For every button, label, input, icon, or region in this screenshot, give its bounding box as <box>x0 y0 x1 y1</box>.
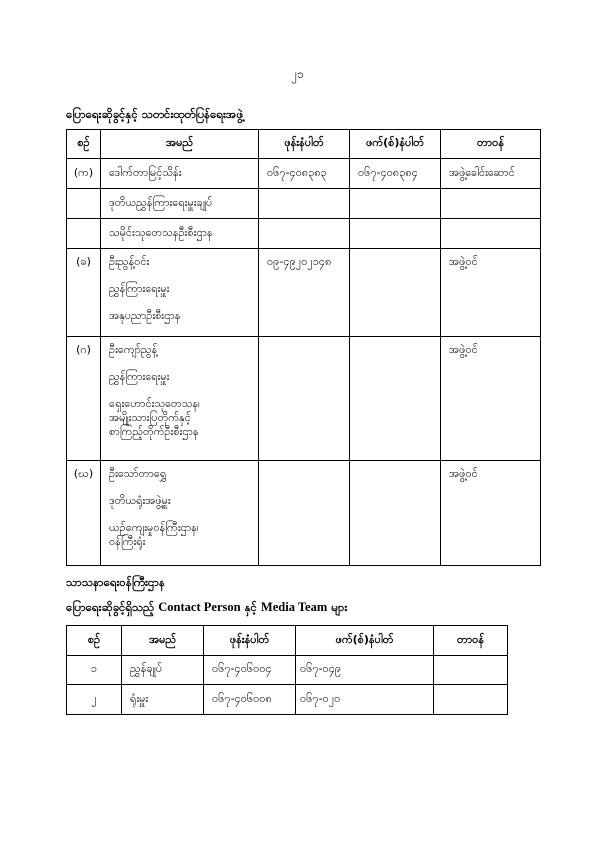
row-duty <box>434 685 508 715</box>
row-duty <box>441 189 541 219</box>
row-phone <box>259 219 350 249</box>
row-duty <box>434 656 508 685</box>
row-fax: ၀၆၇-၄၀၈၃၈၄ <box>350 159 441 189</box>
table-row <box>67 219 541 249</box>
row-no: (က) <box>67 159 101 189</box>
row-duty: အဖွဲ့ဝင် <box>441 461 541 566</box>
contact-person-table <box>66 625 508 715</box>
row-fax <box>350 461 441 566</box>
table-row <box>67 461 541 566</box>
row-fax <box>350 219 441 249</box>
row-phone <box>259 189 350 219</box>
section-heading-press-team: ပြောရေးဆိုခွင့်နှင့် သတင်းထုတ်ပြန်ရေးအဖွဲ့ <box>66 107 244 121</box>
header-name: အမည် <box>122 626 204 656</box>
row-phone <box>259 337 350 461</box>
row-phone: ၀၉-၄၉၂၀၂၁၄၈ <box>259 249 350 337</box>
table-header-row <box>67 130 541 159</box>
person-department: အနုပညာဦးစီးဌာန <box>109 309 181 322</box>
page-number: ၂၁ <box>291 67 304 81</box>
header-fax: ဖက်(စ်)နံပါတ် <box>350 130 441 159</box>
row-no: (ဂ) <box>67 337 101 461</box>
row-no: (ခ) <box>67 249 101 337</box>
row-name-cell <box>101 337 259 461</box>
person-department: ယဉ်ကျေးမှုဝန်ကြီးဌာန၊ ဝန်ကြီးရုံး <box>109 521 199 548</box>
heading-text: Contact Person <box>158 600 241 614</box>
row-no <box>67 189 101 219</box>
person-title: ညွှန်ကြားရေးမှူး <box>109 282 170 295</box>
table-row <box>67 337 541 461</box>
heading-text: နှင့် <box>244 600 257 614</box>
row-name-cell <box>101 249 259 337</box>
header-name: အမည် <box>101 130 259 159</box>
row-duty: အဖွဲ့ဝင် <box>441 249 541 337</box>
table-header-row <box>67 626 508 656</box>
row-phone: ၀၆၇-၄၀၈၃၈၃ <box>259 159 350 189</box>
table-row <box>67 249 541 337</box>
row-name: ဒုတိယညွှန်ကြားရေးမှူးချုပ် <box>101 189 259 219</box>
header-no: စဉ် <box>67 626 122 656</box>
row-no: (ဃ) <box>67 461 101 566</box>
row-no <box>67 219 101 249</box>
row-name-cell <box>101 461 259 566</box>
header-phone: ဖုန်းနံပါတ် <box>204 626 296 656</box>
table-row <box>67 656 508 685</box>
section-heading-ministry: သာသနာရေးဝန်ကြီးဌာန <box>66 575 165 589</box>
table-row <box>67 189 541 219</box>
header-duty: တာဝန် <box>441 130 541 159</box>
row-name: ညွှန်ချုပ် <box>122 656 204 685</box>
person-title: ဒုတိယရုံးအဖွဲ့မှူး <box>109 494 171 507</box>
row-no: ၂ <box>67 685 122 715</box>
person-department: ရှေးဟောင်းသုတေသန၊ အမျိုးသားပြတိုက်နှင့် စာကြည့်တိုက်ဦးစီးဌာန <box>109 397 200 438</box>
row-fax: ၀၆၇-၀၄၉ <box>296 656 434 685</box>
person-name: ဦးသော်တာရွှေ <box>109 467 167 480</box>
table-row <box>67 685 508 715</box>
header-no: စဉ် <box>67 130 101 159</box>
section-heading-contact-person <box>66 600 347 617</box>
heading-text: Media Team <box>260 600 328 614</box>
row-fax: ၀၆၇-၀၂၀ <box>296 685 434 715</box>
row-name: ရုံးမှူး <box>122 685 204 715</box>
row-duty: အဖွဲ့ဝင် <box>441 337 541 461</box>
row-fax <box>350 249 441 337</box>
row-name: ဒေါက်တာမြင့်သိန်း <box>101 159 259 189</box>
row-no: ၁ <box>67 656 122 685</box>
heading-text: များ <box>331 600 348 614</box>
row-phone <box>259 461 350 566</box>
row-fax <box>350 337 441 461</box>
heading-text: ပြောရေးဆိုခွင့်ရှိသည့် <box>66 600 155 614</box>
row-phone: ၀၆၇-၄၀၆၀၀၈ <box>204 685 296 715</box>
person-title: ညွှန်ကြားရေးမှူး <box>109 370 170 383</box>
row-fax <box>350 189 441 219</box>
person-name: ဦးကျော်ညွန့် <box>109 343 158 356</box>
row-phone: ၀၆၇-၄၀၆၀၀၄ <box>204 656 296 685</box>
header-fax: ဖက်(စ်)နံပါတ် <box>296 626 434 656</box>
press-team-table <box>66 129 541 566</box>
row-duty: အဖွဲ့ခေါင်းဆောင် <box>441 159 541 189</box>
table-row <box>67 159 541 189</box>
header-duty: တာဝန် <box>434 626 508 656</box>
row-duty <box>441 219 541 249</box>
person-name: ဦးညွန့်ဝင်း <box>109 255 150 268</box>
row-name: သမိုင်းသုတေသနဦးစီးဌာန <box>101 219 259 249</box>
header-phone: ဖုန်းနံပါတ် <box>259 130 350 159</box>
